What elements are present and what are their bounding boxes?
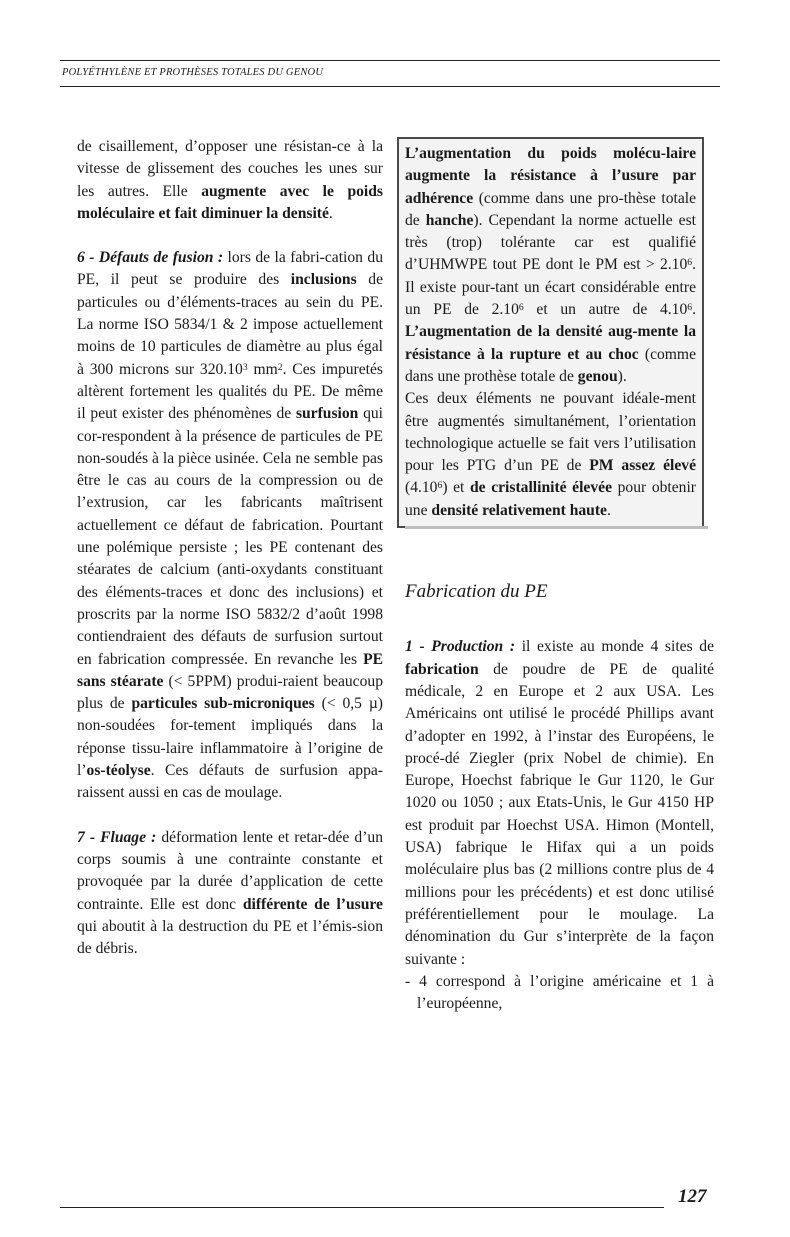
paragraph-cisaillement: de cisaillement, d’opposer une résistan-ce à la vitesse de glissement des couches les unes sur les autres. Elle augmente avec le poids moléculaire et fait diminuer la densité. — [77, 138, 383, 222]
right-column — [405, 137, 714, 1015]
paragraph-defauts-de-fusion: 6 - Défauts de fusion : lors de la fabri-cation du PE, il peut se produire des inclusions de particules ou d’éléments-traces au sein du PE. La norme ISO 5834/1 & 2 impose actuellement moins de 10 particules de diamètre au plus égal à 300 microns sur 320.10$^3$ $mm^2$. Ces impuretés altèrent fortement les qualités du PE. De même il peut exister des phénomènes de surfusion qui cor-respondent à la présence de particules de PE non-soudés à la pièce usinée. Cela ne semble pas être le cas au cours de la compression ou de l’extrusion, car les fabricants maîtrisent actuellement ce défaut de fabrication. Pourtant une polémique persiste ; les PE contenant des stéarates de calcium (anti-oxydants constituant des éléments-traces et donc des inclusions) et proscrits par la norme ISO 5832/2 d’août 1998 contiendraient des défauts de surfusion surtout en fabrication compressée. En revanche les PE sans stéarate (< 5PPM) produi-raient beaucoup plus de particules sub-microniques (< 0,5 µ) non-soudées for-tement impliqués dans la réponse tissu-laire inflammatoire à l’origine de l’os-téolyse. Ces défauts de surfusion appa-raissent aussi en cas de moulage. — [77, 249, 384, 802]
section-title: Fabrication du PE — [405, 581, 548, 603]
running-head: POLYÉTHYLÈNE ET PROTHÈSES TOTALES DU GENOU — [62, 67, 324, 78]
header-bottom-rule — [60, 86, 720, 87]
header-top-rule — [60, 60, 720, 61]
footer-rule — [60, 1207, 664, 1208]
box-paragraph-2: Ces deux éléments ne pouvant idéale-ment être augmentés simultanément, l’orientation technologique actuelle se fait vers l’utilisation pour les PTG d’un PE de PM assez élevé (4.10$^6$) et de cristallinité élevée pour obtenir une densité relativement haute. — [405, 390, 696, 519]
highlight-box — [397, 137, 704, 528]
page-number: 127 — [678, 1186, 707, 1207]
heading-defauts-de-fusion: 6 - Défauts de fusion : — [77, 249, 224, 267]
heading-fluage: 7 - Fluage : — [77, 828, 157, 846]
paragraph-production: 1 - Production : il existe au monde 4 sites de fabrication de poudre de PE de qualité médicale, 2 en Europe et 2 aux USA. Les Américains ont utilisé le procédé Phillips avant d’adopter en 1992, à l’instar des Européens, le procé-dé Ziegler (prix Nobel de chimie). En Europe, Hoechst fabrique le Gur 1120, le Gur 1020 ou 1050 ; aux Etats-Unis, le Gur 4150 HP est produit par Hoechst USA. Himon (Montell, USA) fabrique le Hifax qui a un poids moléculaire plus bas (2 millions contre plus de 4 millions pour les précédents) et est donc utilisé préférentiellement pour le moulage. La dénomination du Gur s’interprète de la façon suivante : — [405, 638, 714, 968]
left-column — [77, 136, 383, 960]
box-paragraph-1: L’augmentation du poids molécu-laire augmente la résistance à l’usure par adhérence (comme dans une pro-thèse totale de hanche). Cependant la norme actuelle est très (trop) tolérante car est qualifié d’UHMWPE tout PE dont le PM est > $2.10^6$. Il existe pour-tant un écart considérable entre un PE de 2.10$^6$ et un autre de 4.10$^6$. L’augmentation de la densité aug-mente la résistance à la rupture et au choc (comme dans une prothèse totale de genou). — [405, 145, 696, 385]
heading-production: 1 - Production : — [405, 638, 516, 656]
paragraph-fluage: 7 - Fluage : déformation lente et retar-dée d’un corps soumis à une contrainte constante et provoquée par la durée d’application de cette contrainte. Elle est donc différente de l’usure qui aboutit à la destruction du PE et l’émis-sion de débris. — [77, 828, 383, 958]
list-item: - 4 correspond à l’origine américaine et 1 à l’européenne, — [405, 972, 714, 1013]
